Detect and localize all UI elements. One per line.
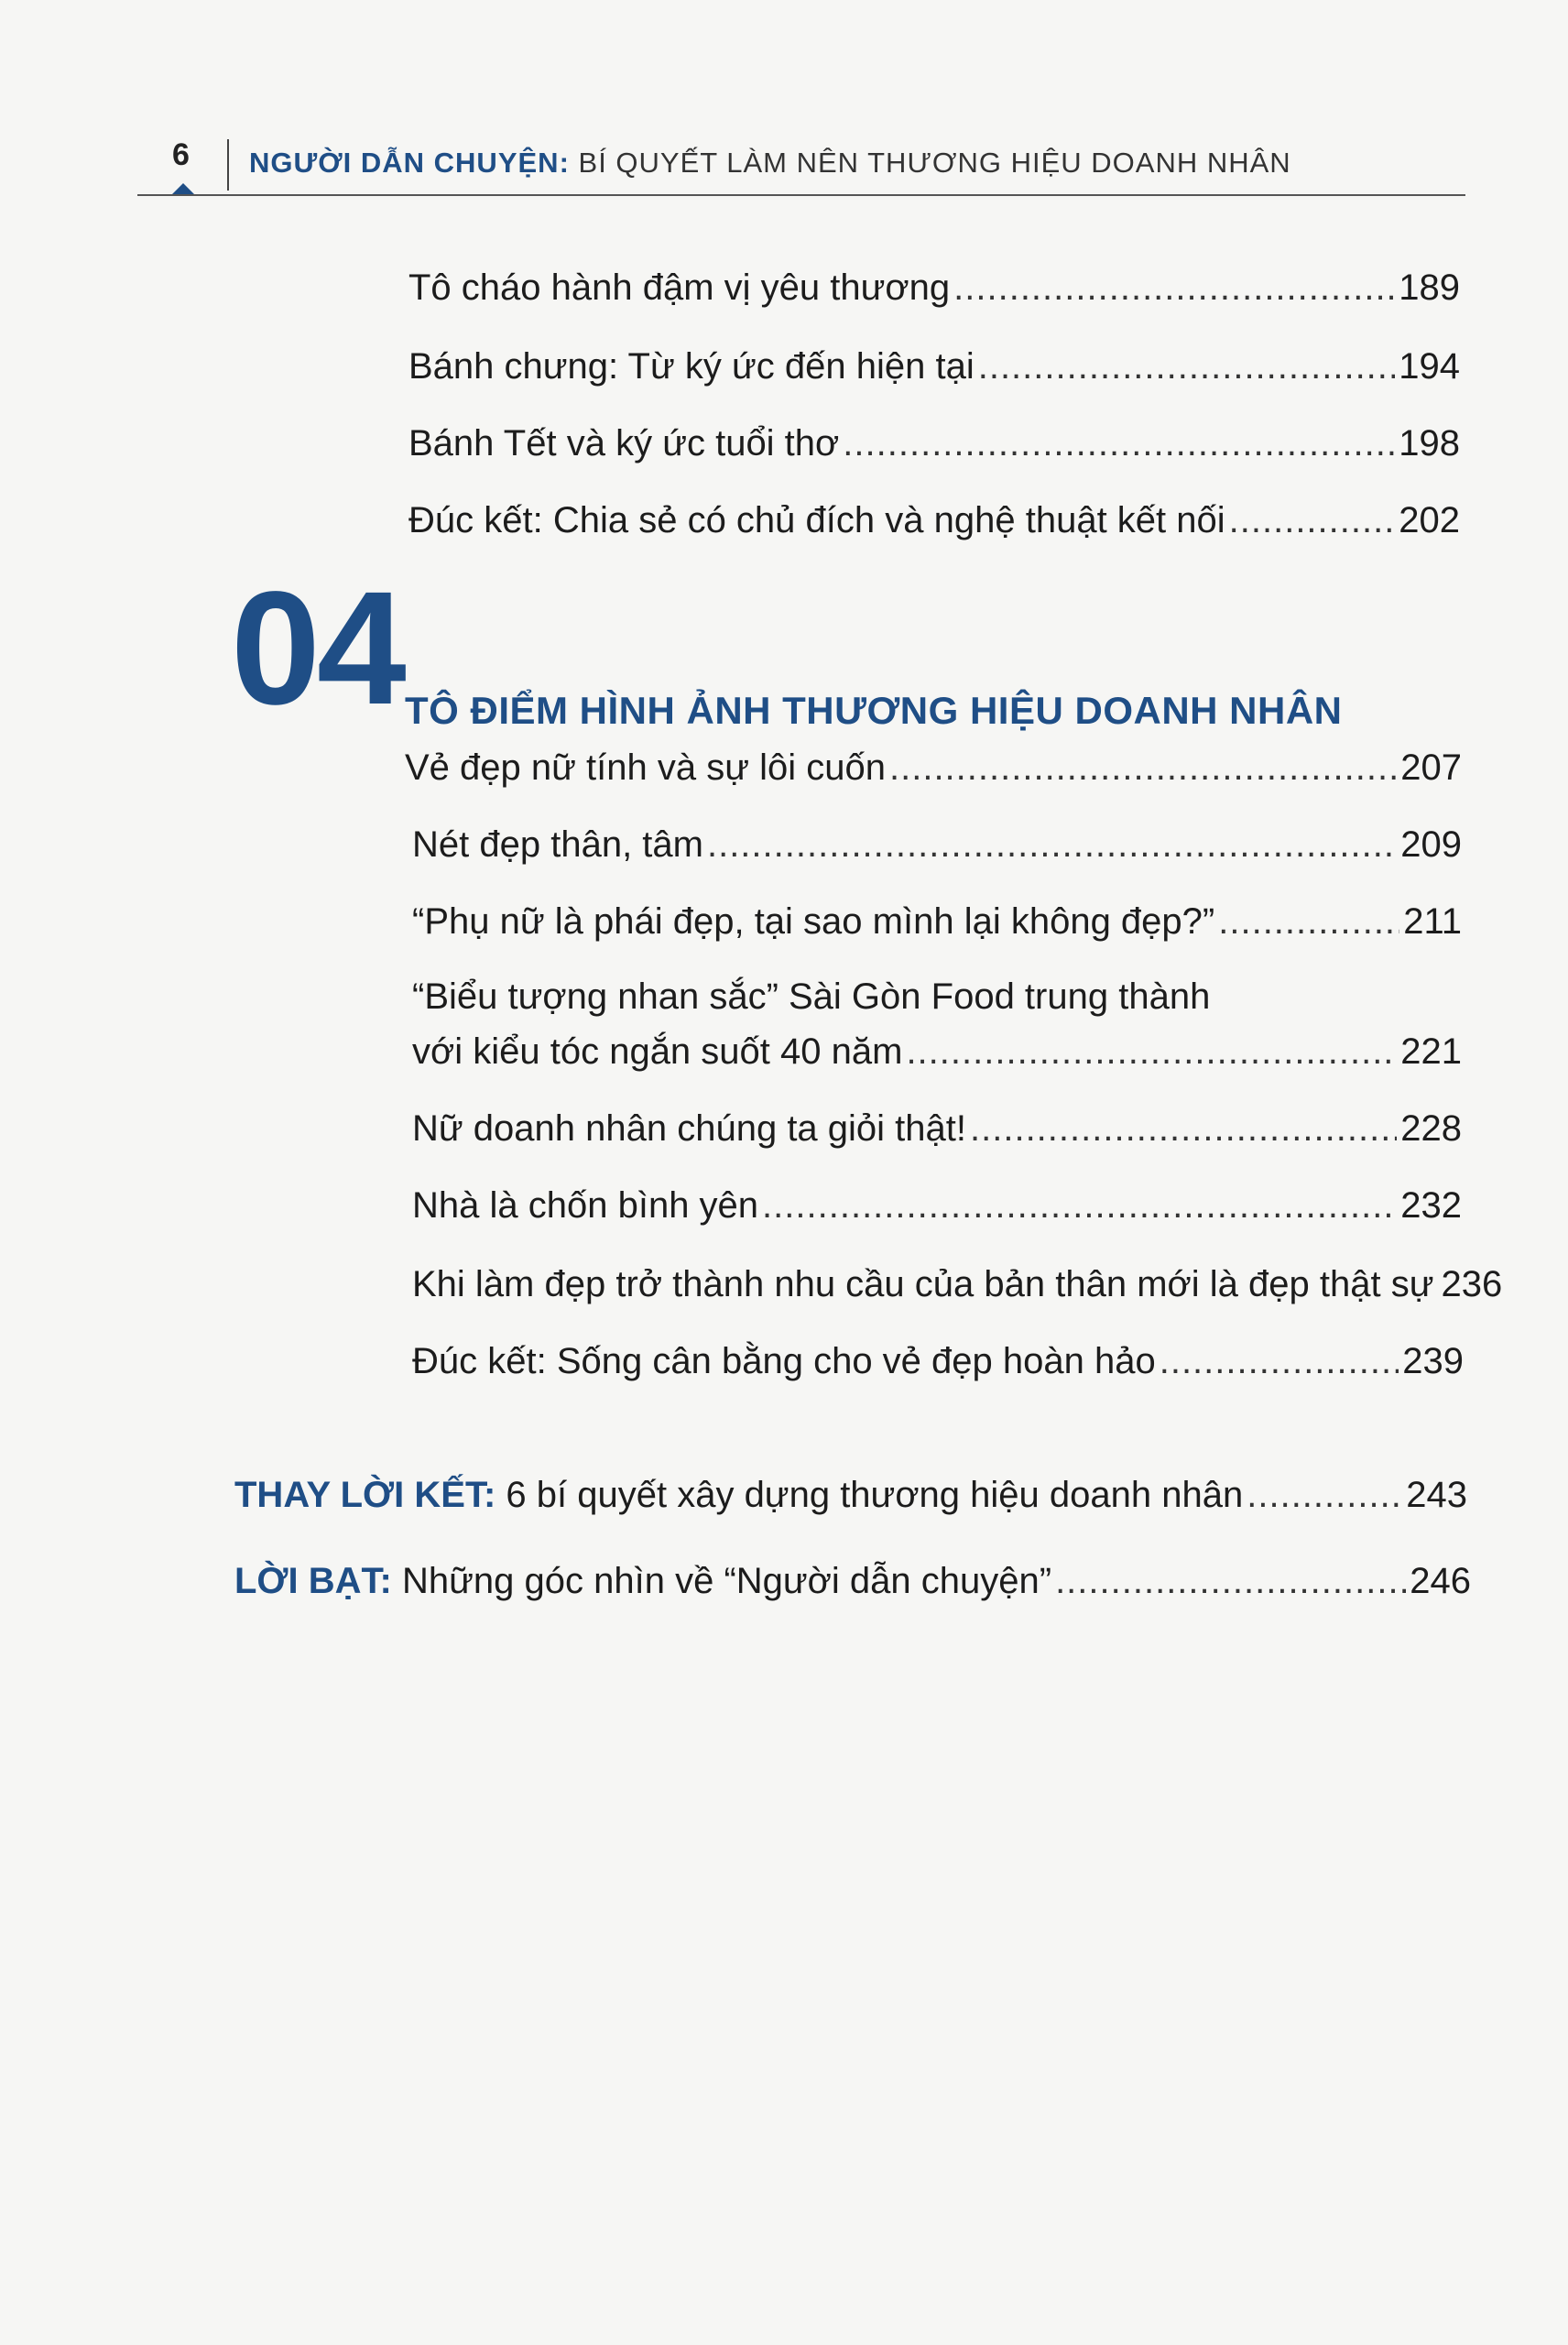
toc-entry[interactable] xyxy=(412,823,1462,867)
toc-entry-title: Bánh Tết và ký ức tuổi thơ xyxy=(408,423,840,464)
toc-entry-title: Nét đẹp thân, tâm xyxy=(412,824,703,865)
chapter-title: TÔ ĐIỂM HÌNH ẢNH THƯƠNG HIỆU DOANH NHÂN xyxy=(405,689,1343,732)
toc-entry-page: 246 xyxy=(1410,1561,1471,1601)
toc-entry-title: Đúc kết: Chia sẻ có chủ đích và nghệ thuật kết nối xyxy=(408,500,1225,540)
chapter-number: 04 xyxy=(231,559,403,738)
toc-leader-dots xyxy=(953,266,1395,310)
toc-entry-page: 211 xyxy=(1403,901,1462,942)
toc-entry-page: 189 xyxy=(1399,267,1460,308)
toc-leader-dots xyxy=(970,1107,1397,1151)
toc-entry-page: 198 xyxy=(1399,423,1460,464)
toc-entry-page: 194 xyxy=(1399,346,1460,387)
toc-entry-title: Vẻ đẹp nữ tính và sự lôi cuốn xyxy=(405,747,886,788)
header-divider xyxy=(227,139,229,191)
toc-entry-title xyxy=(234,1559,1051,1603)
toc-entry-title: Đúc kết: Sống cân bằng cho vẻ đẹp hoàn hảo xyxy=(412,1341,1156,1381)
toc-leader-dots xyxy=(843,421,1395,465)
toc-entry-title xyxy=(234,1473,1243,1517)
closing-label: LỜI BẠT: xyxy=(234,1561,392,1601)
toc-entry[interactable] xyxy=(412,1262,1503,1306)
toc-entry[interactable] xyxy=(412,1107,1462,1151)
toc-leader-dots xyxy=(1055,1559,1406,1603)
toc-leader-dots xyxy=(1218,900,1399,943)
page-header xyxy=(137,137,1465,202)
toc-entry-title: “Phụ nữ là phái đẹp, tại sao mình lại không đẹp?” xyxy=(412,901,1215,942)
toc-entry[interactable] xyxy=(412,1030,1462,1074)
toc-entry-title: Bánh chưng: Từ ký ức đến hiện tại xyxy=(408,346,975,387)
toc-entry-page: 232 xyxy=(1400,1185,1462,1226)
toc-entry-title-line1[interactable]: “Biểu tượng nhan sắc” Sài Gòn Food trung thành xyxy=(412,976,1211,1017)
toc-entry-title: Nữ doanh nhân chúng ta giỏi thật! xyxy=(412,1108,966,1149)
toc-entry-closing[interactable] xyxy=(234,1473,1467,1517)
toc-entry-page: 228 xyxy=(1400,1108,1462,1149)
toc-leader-dots xyxy=(1229,498,1396,542)
toc-leader-dots xyxy=(906,1030,1397,1074)
toc-entry[interactable] xyxy=(412,900,1462,943)
closing-label: THAY LỜI KẾT: xyxy=(234,1475,496,1515)
toc-entry-title: Tô cháo hành đậm vị yêu thương xyxy=(408,267,951,308)
toc-entry[interactable] xyxy=(408,498,1460,542)
toc-entry-page: 202 xyxy=(1399,500,1460,540)
toc-entry-page: 236 xyxy=(1441,1264,1503,1304)
toc-entry-page: 243 xyxy=(1406,1475,1467,1515)
toc-entry-page: 207 xyxy=(1400,747,1462,788)
running-title-rest: BÍ QUYẾT LÀM NÊN THƯƠNG HIỆU DOANH NHÂN xyxy=(578,147,1291,179)
toc-entry-closing[interactable] xyxy=(234,1559,1471,1603)
toc-entry[interactable] xyxy=(412,1339,1464,1383)
toc-leader-dots xyxy=(889,746,1397,790)
toc-leader-dots xyxy=(978,344,1396,388)
toc-entry-title: Khi làm đẹp trở thành nhu cầu của bản thân mới là đẹp thật sự xyxy=(412,1264,1434,1304)
toc-entry[interactable] xyxy=(408,421,1460,465)
toc-leader-dots xyxy=(1160,1339,1399,1383)
toc-entry[interactable] xyxy=(408,266,1460,310)
page-number: 6 xyxy=(172,137,190,172)
toc-entry[interactable] xyxy=(408,344,1460,388)
toc-entry-page: 209 xyxy=(1400,824,1462,865)
toc-entry-page: 239 xyxy=(1402,1341,1464,1381)
closing-title: Những góc nhìn về “Người dẫn chuyện” xyxy=(402,1561,1052,1601)
header-rule xyxy=(137,194,1465,196)
toc-entry-page: 221 xyxy=(1400,1031,1462,1072)
toc-leader-dots xyxy=(1247,1473,1402,1517)
toc-entry-title: Nhà là chốn bình yên xyxy=(412,1185,759,1226)
closing-title: 6 bí quyết xây dựng thương hiệu doanh nhân xyxy=(506,1475,1244,1515)
toc-leader-dots xyxy=(762,1183,1397,1227)
toc-entry[interactable] xyxy=(412,1183,1462,1227)
running-title-bold: NGƯỜI DẪN CHUYỆN: xyxy=(249,147,570,179)
toc-entry[interactable] xyxy=(405,746,1462,790)
running-title xyxy=(249,147,1291,180)
toc-leader-dots xyxy=(707,823,1397,867)
toc-entry-title: với kiểu tóc ngắn suốt 40 năm xyxy=(412,1031,903,1072)
